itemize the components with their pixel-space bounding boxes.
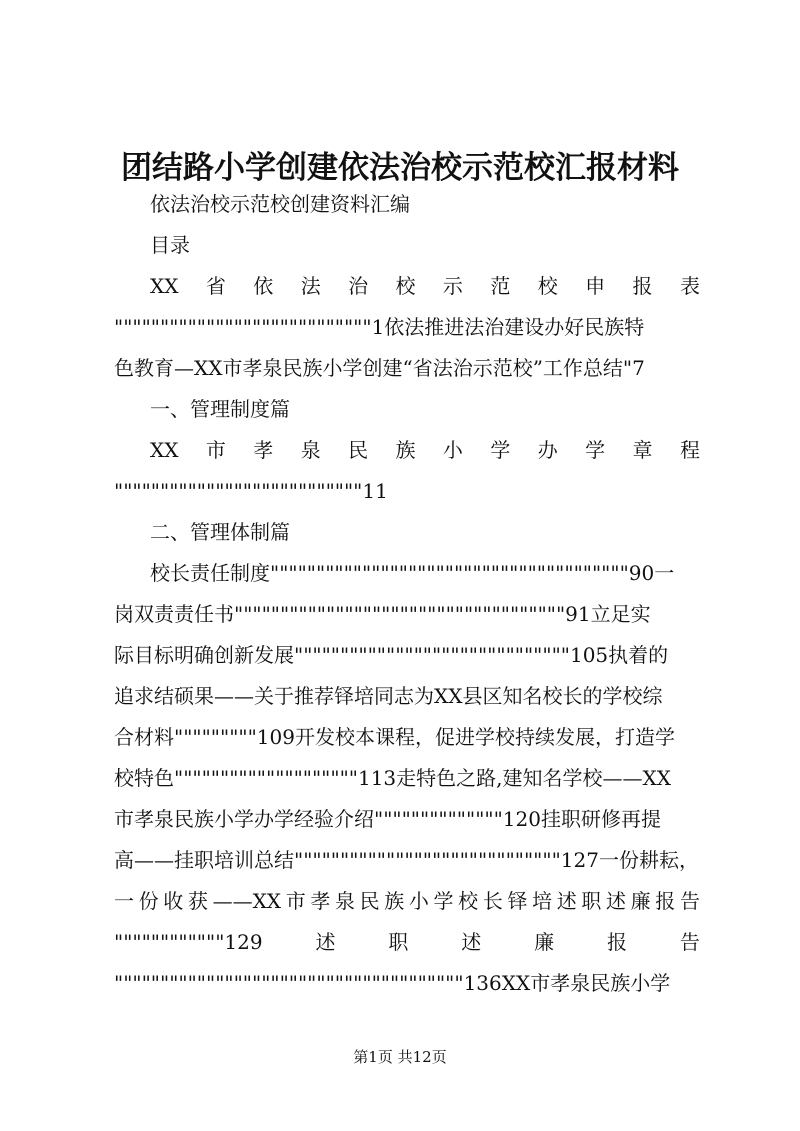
toc-char: 学	[433, 889, 454, 913]
toc-line: 岗双责责任书""""""""""""""""""""""""""""""""""""91立足实	[114, 602, 651, 626]
toc-char: 族	[384, 889, 405, 913]
toc-line: 校长责任制度"""""""""""""""""""""""""""""""""""""""90一	[150, 561, 675, 585]
toc-line: 色教育—XX市孝泉民族小学创建“省法治示范校”工作总结"7	[114, 356, 645, 380]
toc-char: 述	[556, 889, 577, 913]
toc-line: 高——挂职培训总结"""""""""""""""""""""""""""""127一份耕耘，	[114, 848, 699, 872]
toc-char: """"""""""""129	[114, 930, 263, 954]
toc-char: 申	[585, 274, 606, 298]
document-subtitle: 依法治校示范校创建资料汇编	[150, 192, 410, 216]
toc-char: 职	[388, 930, 409, 954]
toc-char: 章	[632, 438, 653, 462]
toc-char: XX	[150, 438, 179, 462]
toc-char: 职	[581, 889, 602, 913]
toc-char: 市	[285, 889, 306, 913]
toc-char: 范	[490, 274, 511, 298]
toc-char: 依	[253, 274, 274, 298]
toc-char: 报	[607, 930, 628, 954]
toc-char: 长	[482, 889, 503, 913]
toc-char: 小	[408, 889, 429, 913]
toc-char: 告	[679, 889, 700, 913]
toc-char: 一	[114, 889, 134, 913]
toc-char: 省	[205, 274, 226, 298]
toc-line: 市孝泉民族小学办学经验介绍""""""""""""""120挂职研修再提	[114, 807, 661, 831]
toc-char: 孝	[310, 889, 331, 913]
toc-char: 办	[537, 438, 558, 462]
toc-char: 述	[315, 930, 336, 954]
toc-heading: 目录	[150, 233, 190, 257]
toc-char: 述	[461, 930, 482, 954]
toc-char: 泉	[334, 889, 355, 913]
toc-char: 铎	[507, 889, 528, 913]
section-heading-management-structure: 二、管理体制篇	[150, 520, 290, 544]
toc-char: 校	[458, 889, 479, 913]
toc-line: """""""""""""""""""""""""""11	[114, 479, 388, 503]
toc-char: 廉	[534, 930, 555, 954]
toc-char: 获	[187, 889, 208, 913]
toc-char: 民	[359, 889, 380, 913]
toc-entry-application-form	[150, 273, 700, 299]
toc-entry-report	[114, 888, 700, 914]
toc-char: 校	[395, 274, 416, 298]
toc-char: 法	[300, 274, 321, 298]
toc-char: 校	[537, 274, 558, 298]
toc-char: 市	[205, 438, 226, 462]
toc-char: 泉	[300, 438, 321, 462]
toc-line: """"""""""""""""""""""""""""1依法推进法治建设办好民族特	[114, 315, 645, 339]
toc-char: 报	[632, 274, 653, 298]
toc-char: 示	[442, 274, 463, 298]
toc-char: XX	[150, 274, 179, 298]
toc-char: 程	[679, 438, 700, 462]
toc-line: 校特色""""""""""""""""""""113走特色之路,建知名学校——XX	[114, 766, 671, 790]
toc-char: 报	[655, 889, 676, 913]
section-heading-management-system: 一、管理制度篇	[150, 397, 290, 421]
toc-line: 追求结硕果——关于推荐铎培同志为XX县区知名校长的学校综	[114, 684, 663, 708]
toc-char: 孝	[253, 438, 274, 462]
toc-entry-school-charter	[150, 437, 700, 463]
toc-line: 合材料"""""""""109开发校本课程，促进学校持续发展，打造学	[114, 725, 675, 749]
toc-char: 述	[606, 889, 627, 913]
toc-char: 小	[442, 438, 463, 462]
toc-char: 学	[490, 438, 511, 462]
toc-char: 收	[163, 889, 184, 913]
toc-char: 廉	[630, 889, 651, 913]
toc-line: """"""""""""""""""""""""""""""""""""""136XX市孝泉民族小学	[114, 971, 671, 995]
toc-char: 学	[585, 438, 606, 462]
toc-entry-duty-report	[114, 929, 700, 955]
page-footer: 第1页 共12页	[353, 1048, 447, 1066]
toc-char: 治	[348, 274, 369, 298]
toc-char: 表	[679, 274, 700, 298]
toc-char: ——XX	[212, 889, 282, 913]
toc-char: 份	[138, 889, 159, 913]
toc-char: 告	[679, 930, 700, 954]
toc-char: 培	[532, 889, 553, 913]
toc-line: 际目标明确创新发展""""""""""""""""""""""""""""""105执着的	[114, 643, 669, 667]
toc-char: 民	[348, 438, 369, 462]
toc-char: 族	[395, 438, 416, 462]
document-title: 团结路小学创建依法治校示范校汇报材料	[121, 150, 679, 186]
